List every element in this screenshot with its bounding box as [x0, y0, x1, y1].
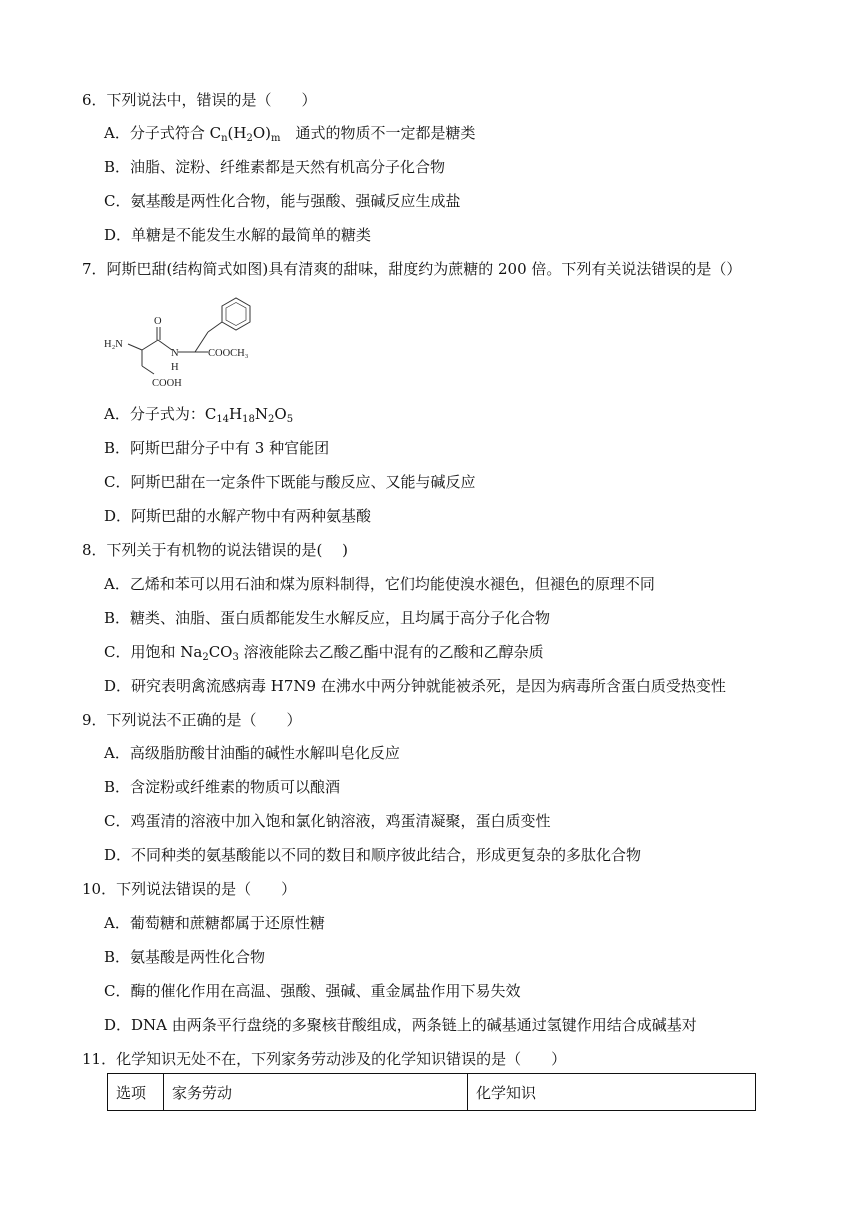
carbonyl-o-label: O	[154, 316, 162, 327]
q11-table	[107, 1073, 756, 1111]
q6-option-b: B．油脂、淀粉、纤维素都是天然有机高分子化合物	[104, 158, 446, 176]
q9-stem: 9．下列说法不正确的是（ ）	[82, 711, 302, 729]
q7-option-c: C．阿斯巴甜在一定条件下既能与酸反应、又能与碱反应	[104, 473, 476, 491]
benzyl-bond	[208, 322, 222, 332]
cooh-label: COOH	[152, 378, 182, 389]
q10-option-b: B．氨基酸是两性化合物	[104, 948, 266, 966]
q8-stem: 8．下列关于有机物的说法错误的是( )	[82, 541, 349, 559]
q8-option-c: C．用饱和 $Na_2CO_3$ 溶液能除去乙酸乙酯中混有的乙酸和乙醇杂质	[104, 643, 544, 663]
amide-bond	[158, 340, 172, 350]
q7-option-b: B．阿斯巴甜分子中有 3 种官能团	[104, 439, 330, 457]
q8-option-b: B．糖类、油脂、蛋白质都能发生水解反应，且均属于高分子化合物	[104, 609, 551, 627]
table-header-row	[108, 1074, 756, 1111]
q6-option-a: A．分子式符合 $C_n(H_2O)_m$ 通式的物质不一定都是糖类	[104, 124, 476, 144]
aspartame-structure-diagram	[100, 284, 260, 394]
q11-stem: 11．化学知识无处不在，下列家务劳动涉及的化学知识错误的是（ ）	[82, 1050, 567, 1068]
q9-option-c: C．鸡蛋清的溶液中加入饱和氯化钠溶液，鸡蛋清凝聚，蛋白质变性	[104, 812, 551, 830]
q7-option-d: D．阿斯巴甜的水解产物中有两种氨基酸	[104, 507, 372, 525]
q8-option-a: A．乙烯和苯可以用石油和煤为原料制得，它们均能使溴水褪色，但褪色的原理不同	[104, 575, 655, 593]
q8-option-d: D．研究表明禽流感病毒 H7N9 在沸水中两分钟就能被杀死，是因为病毒所含蛋白质受热变性	[104, 677, 726, 695]
alpha-bond	[142, 340, 158, 350]
ch-bond	[195, 332, 208, 352]
carboxyl-bond	[142, 366, 154, 374]
q6-option-c: C．氨基酸是两性化合物，能与强酸、强碱反应生成盐	[104, 192, 461, 210]
q9-option-d: D．不同种类的氨基酸能以不同的数目和顺序彼此结合，形成更复杂的多肽化合物	[104, 846, 642, 864]
q10-option-d: D．DNA 由两条平行盘绕的多聚核苷酸组成，两条链上的碱基通过氢键作用结合成碱基对	[104, 1016, 697, 1034]
q6-option-d: D．单糖是不能发生水解的最简单的糖类	[104, 226, 372, 244]
q10-option-c: C．酶的催化作用在高温、强酸、强碱、重金属盐作用下易失效	[104, 982, 521, 1000]
table-header-option: 选项	[108, 1074, 164, 1111]
q9-option-a: A．高级脂肪酸甘油酯的碱性水解叫皂化反应	[104, 744, 400, 762]
q9-option-b: B．含淀粉或纤维素的物质可以酿酒	[104, 778, 341, 796]
q7-option-a: A．分子式为：$C_{14}H_{18}N_2O_5$	[104, 405, 294, 425]
q10-option-a: A．葡萄糖和蔗糖都属于还原性糖	[104, 914, 325, 932]
cooch3-label: COOCH₃	[208, 348, 249, 359]
table-header-housework: 家务劳动	[164, 1074, 468, 1111]
q7-stem: 7．阿斯巴甜(结构简式如图)具有清爽的甜味，甜度约为蔗糖的 200 倍。下列有关说法错误的是（）	[82, 260, 742, 278]
h-label: H	[171, 362, 179, 373]
amine-bond	[128, 344, 142, 350]
n-label: N	[171, 348, 179, 359]
benzene-inner-ring	[226, 303, 246, 326]
h2n-label: H₂N	[104, 339, 123, 350]
q10-stem: 10．下列说法错误的是（ ）	[82, 880, 297, 898]
q6-stem: 6．下列说法中，错误的是（ ）	[82, 91, 317, 109]
table-header-chemistry: 化学知识	[468, 1074, 756, 1111]
